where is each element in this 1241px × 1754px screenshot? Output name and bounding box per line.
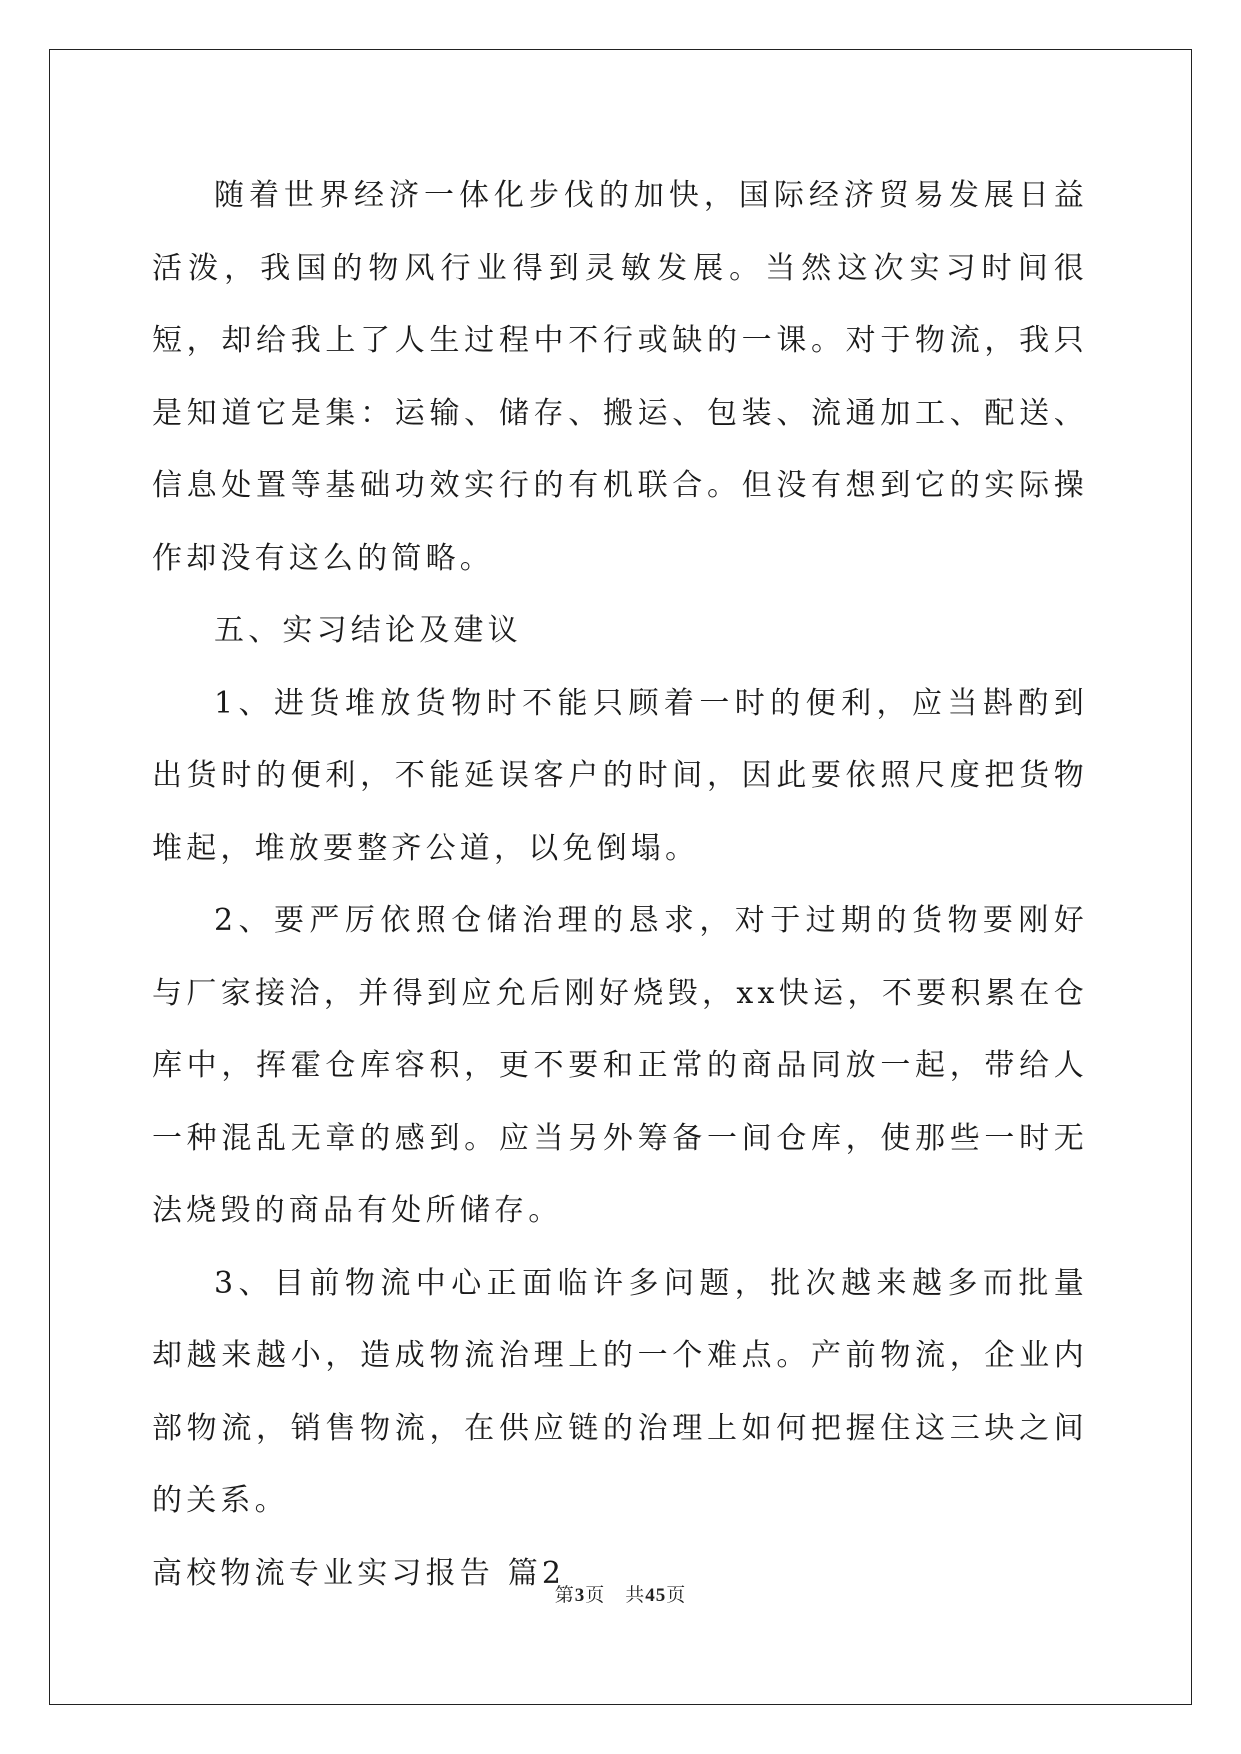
page-label-suffix: 页 [585,1584,606,1606]
page-label-prefix: 第 [554,1584,575,1606]
paragraph-item-3: 3、目前物流中心正面临许多问题，批次越来越多而批量却越来越小，造成物流治理上的一个难点。产前物流，企业内部物流，销售物流，在供应链的治理上如何把握住这三块之间的关系。 [152,1265,1088,1518]
total-label-prefix: 共 [625,1584,646,1606]
paragraph-item-1: 1、进货堆放货物时不能只顾着一时的便利，应当斟酌到出货时的便利，不能延误客户的时间，因此要依照尺度把货物堆起，堆放要整齐公道，以免倒塌。 [152,685,1088,866]
paragraph-intro: 随着世界经济一体化步伐的加快，国际经济贸易发展日益活泼，我国的物风行业得到灵敏发展。当然这次实习时间很短，却给我上了人生过程中不行或缺的一课。对于物流，我只是知道它是集：运输、储存、搬运、包装、流通加工、配送、信息处置等基础功效实行的有机联合。但没有想到它的实际操作却没有这么的简略。 [152,178,1088,576]
paragraph-item-2: 2、要严厉依照仓储治理的恳求，对于过期的货物要刚好与厂家接洽，并得到应允后刚好烧毁，xx快运，不要积累在仓库中，挥霍仓库容积，更不要和正常的商品同放一起，带给人一种混乱无章的感到。应当另外筹备一间仓库，使那些一时无法烧毁的商品有处所储存。 [152,903,1088,1228]
page-number: 3 [574,1585,586,1606]
section-title: 高校物流专业实习报告 篇2 [152,1555,566,1591]
document-body [152,160,1088,1610]
total-pages: 45 [645,1585,667,1606]
total-label-suffix: 页 [666,1584,687,1606]
page-footer [0,1580,1241,1607]
section-heading-conclusions: 五、实习结论及建议 [214,613,522,648]
